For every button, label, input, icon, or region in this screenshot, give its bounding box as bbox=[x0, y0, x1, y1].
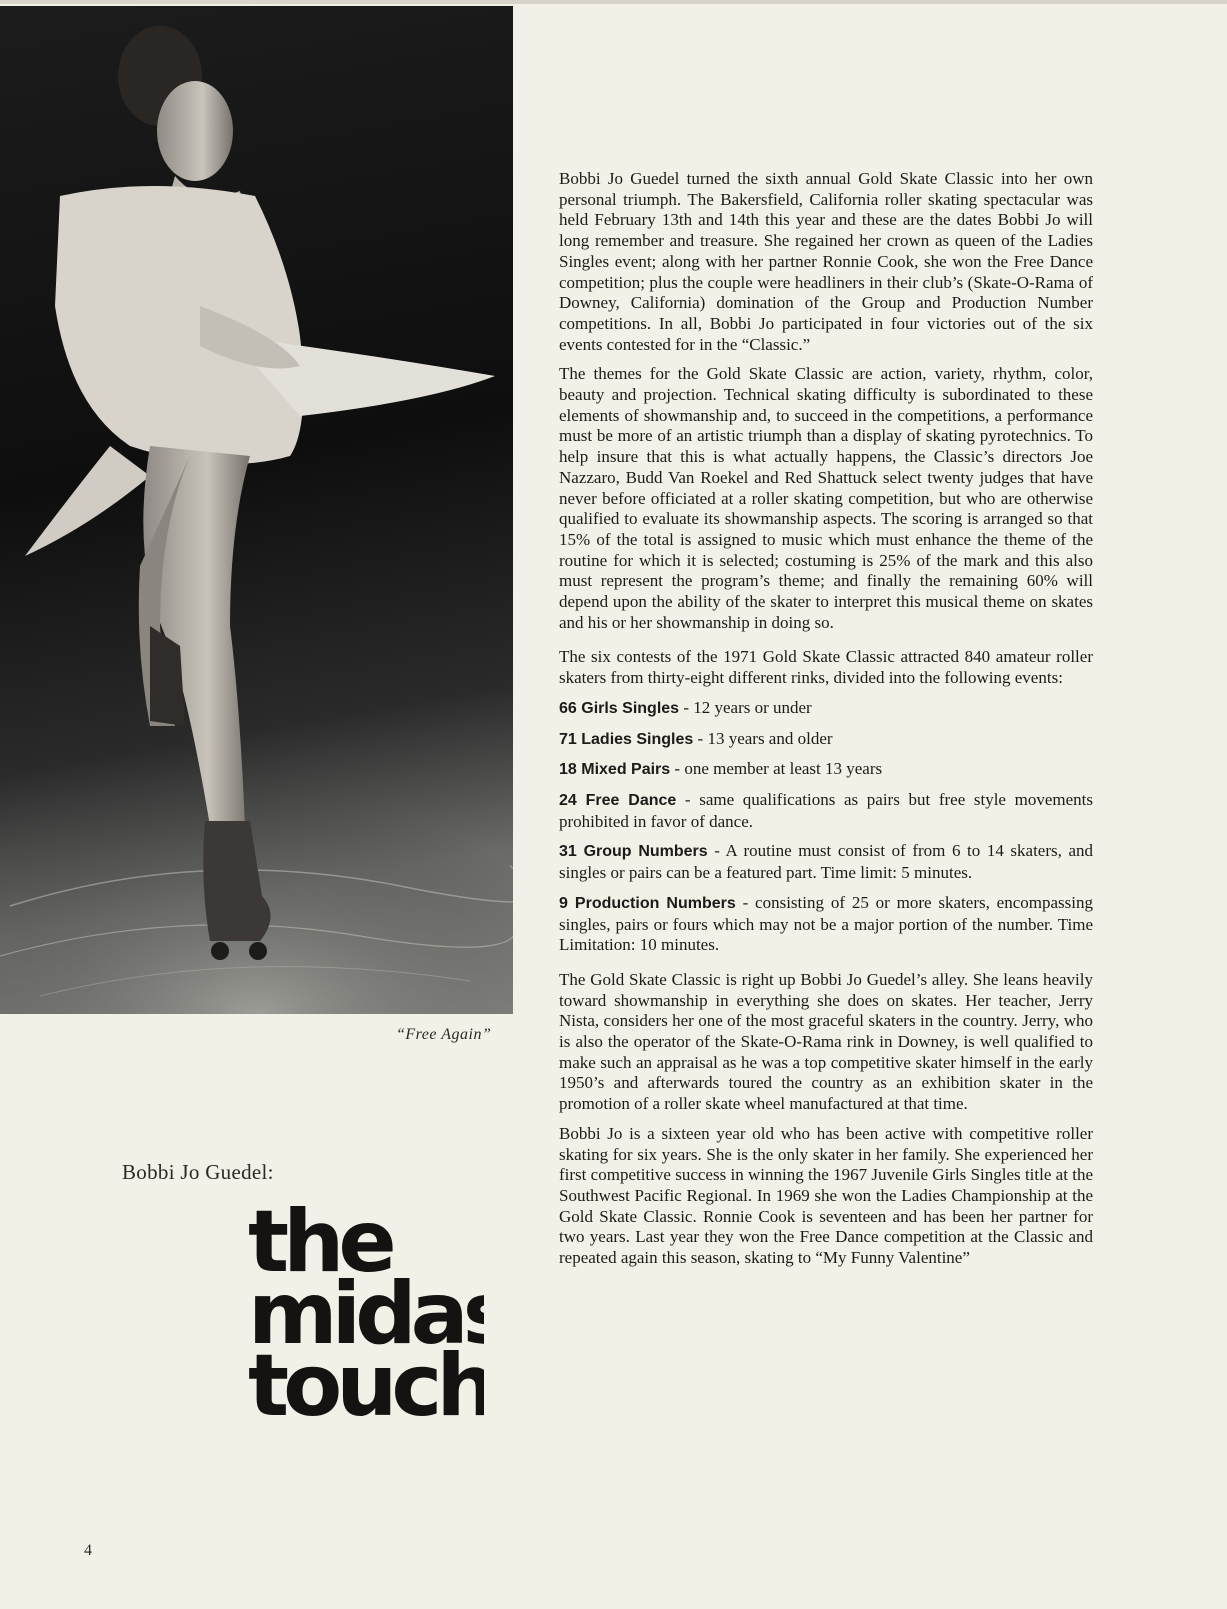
article-subtitle: Bobbi Jo Guedel: bbox=[122, 1160, 274, 1184]
svg-text:midas: midas bbox=[248, 1264, 484, 1364]
the-midas-touch-logo bbox=[248, 1203, 484, 1423]
event-name: 71 Ladies Singles bbox=[559, 730, 694, 748]
event-item bbox=[559, 893, 1093, 956]
article-body bbox=[559, 169, 1093, 1278]
paragraph-background: Bobbi Jo is a sixteen year old who has been active with competitive roller skating for six years. She is the only skater in her family. She experienced her first competitive success in winning the 1967 Juvenile Girls Singles title at the Southwest Pacific Regional. In 1969 she won the Ladies Championship at the Gold Skate Classic. Ronnie Cook is seventeen and has been her partner for two years. Last year they won the Free Dance competition at the Classic and repeated again this season, skating to “My Funny Valentine” bbox=[559, 1123, 1093, 1268]
event-description: - 12 years or under bbox=[679, 697, 812, 717]
event-description: - same qualifications as pairs but free style movements prohibited in favor of dance. bbox=[559, 789, 1093, 831]
event-item bbox=[559, 841, 1093, 883]
event-name: 24 Free Dance bbox=[559, 791, 677, 809]
event-item bbox=[559, 729, 1093, 751]
paragraph-intro: Bobbi Jo Guedel turned the sixth annual Gold Skate Classic into her own personal triumph. The Bakersfield, California roller skating spectacular was held February 13th and 14th this year and these are the dates Bobbi Jo will long remember and treasure. She regained her crown as queen of the Ladies Singles event; along with her partner Ronnie Cook, she won the Free Dance competition; plus the couple were headliners in their club’s (Skate-O-Rama of Downey, California) domination of the Group and Production Number competitions. In all, Bobbi Jo participated in four victories out of the six events contested for in the “Classic.” bbox=[559, 169, 1093, 354]
paragraph-themes: The themes for the Gold Skate Classic are action, variety, rhythm, color, beauty and projection. Technical skating difficulty is subordinated to these elements of showmanship and, to succeed in the competitions, a performance must be more of an artistic triumph than a display of skating pyrotechnics. To help insure that this is what actually happens, the Classic’s directors Joe Nazzaro, Budd Van Roekel and Red Shattuck select twenty judges that have never before officiated at a roller skating competition, but who are otherwise qualified to evaluate its showmanship aspects. The scoring is arranged so that 15% of the total is assigned to music which must enhance the theme of the routine for which it is selected; costuming is 25% of the mark and this also must represent the program’s theme; and finally the remaining 60% will depend upon the ability of the skater to interpret this musical theme on skates and his or her showmanship in doing so. bbox=[559, 364, 1093, 632]
event-description: - A routine must consist of from 6 to 14 skaters, and singles or pairs can be a featured part. Time limit: 5 minutes. bbox=[559, 841, 1094, 883]
event-name: 18 Mixed Pairs bbox=[559, 761, 671, 779]
skater-figure-illustration bbox=[0, 6, 513, 1014]
event-description: - 13 years and older bbox=[693, 728, 833, 748]
paragraph-contests: The six contests of the 1971 Gold Skate Classic attracted 840 amateur roller skaters from thirty-eight different rinks, divided into the following events: bbox=[559, 647, 1093, 688]
page-number: 4 bbox=[84, 1542, 92, 1559]
event-name: 31 Group Numbers bbox=[559, 843, 708, 861]
event-description: - one member at least 13 years bbox=[670, 759, 883, 779]
svg-text:the: the bbox=[248, 1203, 391, 1292]
svg-text:touch: touch bbox=[248, 1336, 484, 1423]
page-top-edge bbox=[0, 0, 1227, 4]
event-item bbox=[559, 790, 1093, 832]
photo-caption: “Free Again” bbox=[396, 1026, 492, 1043]
event-item bbox=[559, 759, 1093, 781]
paragraph-alley: The Gold Skate Classic is right up Bobbi Jo Guedel’s alley. She leans heavily toward showmanship in everything she does on skates. Her teacher, Jerry Nista, considers her one of the most graceful skaters in the country. Jerry, who is also the operator of the Skate-O-Rama rink in Downey, is well qualified to make such an appraisal as he was a top competitive skater himself in the early 1950’s and afterwards toured the country as an exhibition skater in the promotion of a roller skate wheel manufactured at that time. bbox=[559, 969, 1093, 1114]
skater-photo bbox=[0, 6, 513, 1014]
event-item bbox=[559, 698, 1093, 720]
event-name: 9 Production Numbers bbox=[559, 894, 736, 912]
event-description: - consisting of 25 or more skaters, encompassing singles, pairs or fours which may not be a major portion of the number. Time Limitation: 10 minutes. bbox=[559, 892, 1093, 955]
event-name: 66 Girls Singles bbox=[559, 699, 680, 717]
